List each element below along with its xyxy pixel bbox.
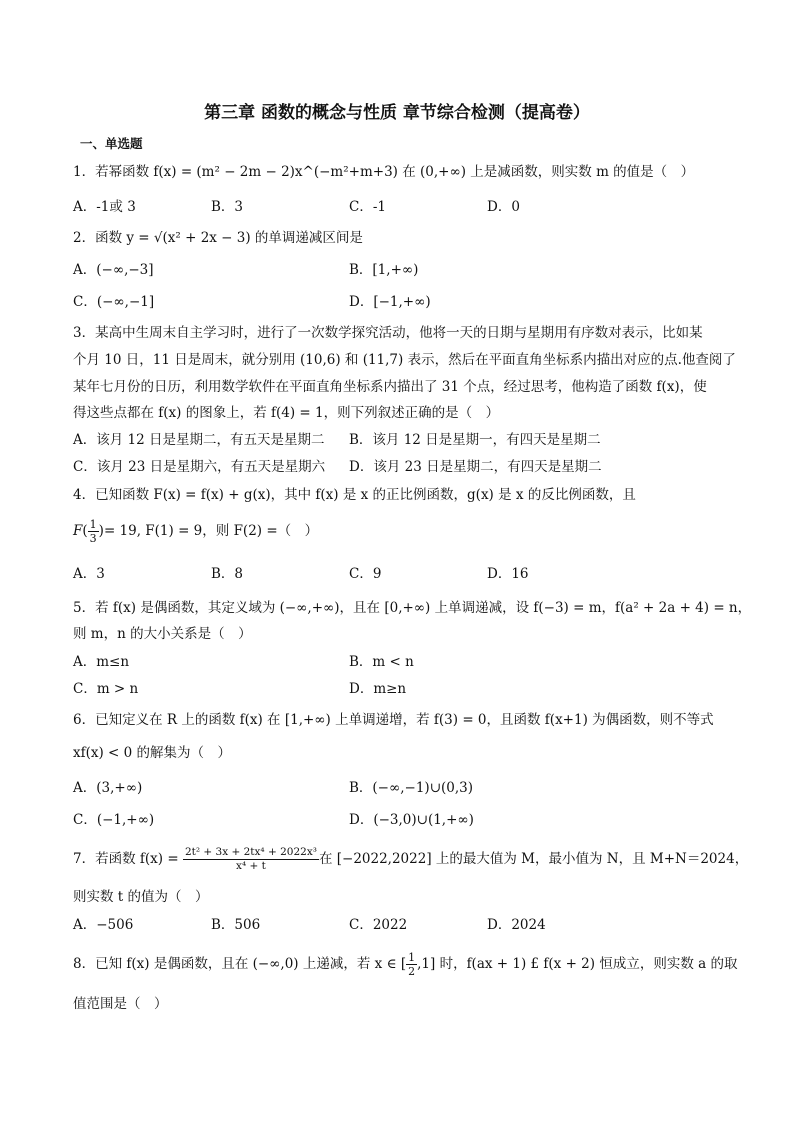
q8-fraction [406, 951, 417, 978]
question-3-line-3: 某年七月份的日历，利用数学软件在平面直角坐标系内描出了 31 个点，经过思考，他构造了函数 f(x)，使 [73, 379, 707, 395]
question-3-line-1: 3．某高中生周末自主学习时，进行了一次数学探究活动，他将一天的日期与星期用有序数对表示，比如某 [73, 325, 703, 341]
q4-option-c: C．9 [349, 566, 382, 582]
q4-option-a: A．3 [73, 566, 105, 582]
question-6-line-2: xf(x) < 0 的解集为（ ） [73, 745, 232, 761]
question-1-text: 1．若幂函数 f(x) = (m² − 2m − 2)x^(−m²+m+3) 在 (0,+∞) 上是减函数，则实数 m 的值是（ ） [73, 164, 695, 180]
q2-option-b: B．[1,+∞) [349, 262, 419, 278]
q4-line-2-rest: = 19, F(1) = 9，则 F(2) =（ ） [103, 523, 319, 539]
question-4-line-2: F( $\frac{1}{3}$ )= 19, F(1) = 9，则 F(2) =（ ） [73, 518, 319, 545]
q3-option-a: A．该月 12 日是星期二，有五天是星期二 [73, 432, 325, 448]
question-2-text: 2．函数 y = √(x² + 2x − 3) 的单调递减区间是 [73, 230, 363, 246]
question-4-line-1: 4．已知函数 F(x) = f(x) + g(x)，其中 f(x) 是 x 的正比例函数，g(x) 是 x 的反比例函数，且 [73, 487, 636, 503]
q5-option-d: D．m≥n [349, 681, 407, 697]
q2-option-d: D．[−1,+∞) [349, 294, 431, 310]
question-8-line-2: 值范围是（ ） [73, 996, 168, 1012]
q5-option-a: A．m≤n [73, 654, 130, 670]
q7-fraction [183, 846, 319, 873]
question-8-line-1: 8．已知 f(x) 是偶函数，且在 (−∞,0) 上递减，若 x ∈ [ $\frac{1}{2}$ ,1] 时，f(ax + 1) £ f(x + 2) 恒成立，则实数 a 的取 [73, 951, 738, 978]
document-title: 第三章 函数的概念与性质 章节综合检测（提高卷） [204, 103, 590, 123]
q7-post: 在 [−2022,2022] 上的最大值为 M，最小值为 N，且 M+N＝2024， [318, 851, 749, 867]
q4-option-b: B．8 [211, 566, 244, 582]
q7-option-b: B．506 [211, 917, 261, 933]
section-heading: 一、单选题 [80, 136, 143, 151]
q4-fraction [88, 518, 99, 545]
question-6-line-1: 6．已知定义在 R 上的函数 f(x) 在 [1,+∞) 上单调递增，若 f(3) = 0，且函数 f(x+1) 为偶函数，则不等式 [73, 712, 714, 728]
q8-pre: 8．已知 f(x) 是偶函数，且在 (−∞,0) 上递减，若 x ∈ [73, 956, 397, 972]
question-7-line-2: 则实数 t 的值为（ ） [73, 889, 209, 905]
q6-option-a: A．(3,+∞) [73, 780, 143, 796]
question-5-line-2: 则 m，n 的大小关系是（ ） [73, 626, 252, 642]
q7-option-c: C．2022 [349, 917, 408, 933]
q7-fraction-denominator: x⁴ + t [236, 860, 266, 872]
q1-option-b: B．3 [211, 199, 244, 215]
q2-option-a: A．(−∞,−3] [73, 262, 154, 278]
q7-fraction-numerator: 2t² + 3x + 2tx⁴ + 2022x³ [184, 846, 317, 858]
q4-fraction-denominator: 3 [89, 532, 97, 545]
question-3-line-2: 个月 10 日，11 日是周末，就分别用 (10,6) 和 (11,7) 表示，然后在平面直角坐标系内描出对应的点.他查阅了 [73, 352, 736, 368]
q1-option-a: A．-1或 3 [73, 199, 136, 215]
q7-option-d: D．2024 [487, 917, 546, 933]
q1-option-c: C．-1 [349, 199, 386, 215]
q3-option-d: D．该月 23 日是星期二，有四天是星期二 [349, 459, 602, 475]
q1-option-d: D．0 [487, 199, 520, 215]
question-5-line-1: 5．若 f(x) 是偶函数，其定义域为 (−∞,+∞)，且在 [0,+∞) 上单调递减，设 f(−3) = m，f(a² + 2a + 4) = n， [73, 600, 752, 616]
q6-option-b: B．(−∞,−1)∪(0,3) [349, 780, 474, 796]
question-7-line-1 [73, 842, 748, 876]
q8-fraction-denominator: 2 [408, 965, 416, 978]
q6-option-d: D．(−3,0)∪(1,+∞) [349, 812, 474, 828]
q4-function-name: F [73, 523, 83, 539]
q5-option-b: B．m < n [349, 654, 414, 670]
q7-option-a: A．−506 [73, 917, 134, 933]
q3-option-b: B．该月 12 日是星期一，有四天是星期二 [349, 432, 601, 448]
q2-option-c: C．(−∞,−1] [73, 294, 155, 310]
q8-fraction-numerator: 1 [408, 951, 416, 964]
q7-pre: 7．若函数 f(x) = [73, 851, 179, 867]
q4-option-d: D．16 [487, 566, 529, 582]
q3-option-c: C．该月 23 日是星期六，有五天是星期六 [73, 459, 326, 475]
q8-post: ,1] 时，f(ax + 1) £ f(x + 2) 恒成立，则实数 a 的取 [417, 956, 738, 972]
question-3-line-4: 得这些点都在 f(x) 的图象上，若 f(4) = 1，则下列叙述正确的是（ ） [73, 405, 500, 421]
q5-option-c: C．m > n [73, 681, 139, 697]
q4-fraction-numerator: 1 [89, 518, 97, 531]
q6-option-c: C．(−1,+∞) [73, 812, 155, 828]
